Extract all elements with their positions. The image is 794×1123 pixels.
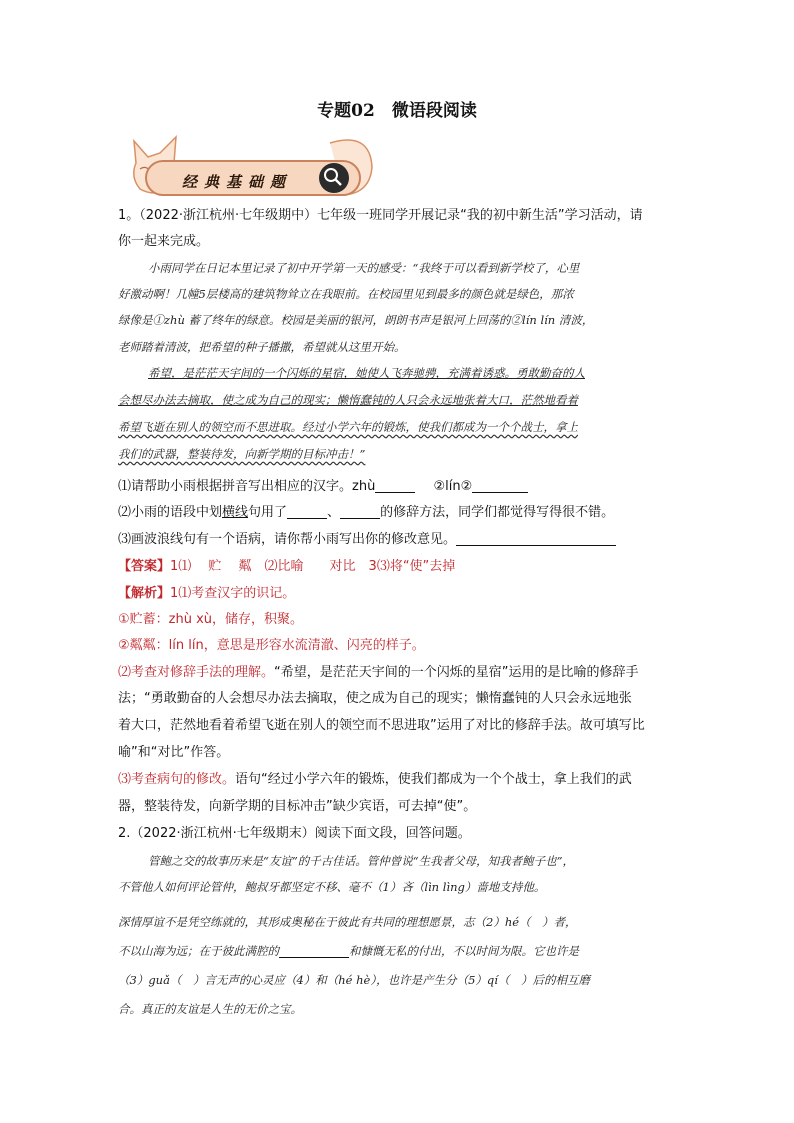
answer-text: 1⑴ 贮 粼 ⑵比喻 对比 3⑶将“使”去掉 xyxy=(170,559,456,574)
analysis-line: ②粼粼：lín lín，意思是形容水流清澈、闪亮的样子。 xyxy=(118,638,425,653)
q2-passage-line: （3）guǎ（ ）言无声的心灵应（4）和（hé hè），也许是产生分（5）qí（ ）后的相互磨 xyxy=(118,973,590,987)
q1-wavy-line xyxy=(118,417,678,437)
analysis-line: 喻”和“对比”作答。 xyxy=(118,745,230,760)
wavy-sentence: 希望飞逝在别人的领空而不思进取。经过小学六年的锻炼，使我们都成为一个个战士，拿上 xyxy=(118,420,578,434)
q1-passage-line: 好激动啊！几幢5层楼高的建筑物耸立在我眼前。在校园里见到最多的颜色就是绿色，那浓 xyxy=(118,287,574,301)
answer-line xyxy=(118,557,678,577)
analysis-line: 法；“勇敢勤奋的人会想尽办法去摘取，使之成为自己的现实；懒惰蠢钝的人只会永远地张 xyxy=(118,691,632,706)
analysis-line: ⑶考查病句的修改。语句“经过小学六年的锻炼，使我们都成为一个个战士，拿上我们的武 xyxy=(118,772,632,787)
analysis-line: 器，整装待发，向新学期的目标冲击”缺少宾语，可去掉“使”。 xyxy=(118,799,477,814)
q1-underlined-line xyxy=(118,390,678,410)
answer-blank[interactable] xyxy=(375,478,415,493)
answer-blank[interactable] xyxy=(279,943,349,958)
answer-blank[interactable] xyxy=(472,478,528,493)
q1-passage-line: 绿像是①zhù 蓄了终年的绿意。校园是美丽的银河，朗朗书声是银河上回荡的②lín lín 清波， xyxy=(118,313,594,327)
answer-label: 【答案】 xyxy=(118,559,171,574)
q2-passage-line: 不以山海为远；在于彼此满腔的 和慷慨无私的付出，不以时间为限。它也许是 xyxy=(118,944,579,958)
analysis-label: 【解析】 xyxy=(118,586,171,601)
underlined-sentence: 希望，是茫茫天宇间的一个闪烁的星宿，她使人飞奔驰骋，充满着诱惑。勇敢勤奋的人 xyxy=(148,366,585,380)
q1-sub1: ⑴请帮助小雨根据拼音写出相应的汉字。zhù ②lín② xyxy=(118,477,678,497)
q1-sub2: ⑵小雨的语段中划横线句用了 、 的修辞方法，同学们都觉得写得很不错。 xyxy=(118,505,615,520)
q1-passage-line: 小雨同学在日记本里记录了初中开学第一天的感受：“我终于可以看到新学校了，心里 xyxy=(148,261,580,275)
q1-stem-line: 1。（2022·浙江杭州·七年级期中）七年级一班同学开展记录“我的初中新生活”学习活动，请 xyxy=(118,208,643,223)
q2-passage-line: 管鲍之交的故事历来是“友谊”的千古佳话。管仲曾说“生我者父母，知我者鲍子也”， xyxy=(148,854,575,868)
analysis-line: 【解析】1⑴考查汉字的识记。 xyxy=(118,586,296,601)
q1-wavy-line xyxy=(118,444,678,464)
q1-passage-line: 老师踏着清波，把希望的种子播撒，希望就从这里开始。 xyxy=(118,340,406,354)
q2-passage-line: 深情厚谊不是凭空练就的，其形成奥秘在于彼此有共同的理想愿景，志（2）hé（ ）者， xyxy=(118,915,577,929)
answer-blank[interactable] xyxy=(287,504,327,519)
fox-banner-graphic xyxy=(130,133,374,205)
banner-label: 经典基础题 xyxy=(182,173,293,191)
wavy-sentence: 我们的武器，整装待发，向新学期的目标冲击！” xyxy=(118,447,366,461)
q1-stem-line: 你一起来完成。 xyxy=(118,234,210,249)
section-banner xyxy=(130,133,374,205)
analysis-line: ①贮蓄：zhù xù，储存，积聚。 xyxy=(118,612,304,627)
q1-underlined-line xyxy=(148,363,708,383)
q1-sub3: ⑶画波浪线句有一个语病，请你帮小雨写出你的修改意见。 xyxy=(118,530,678,550)
analysis-line: ⑵考查对修辞手法的理解。“希望，是茫茫天宇间的一个闪烁的星宿”运用的是比喻的修辞手 xyxy=(118,665,639,680)
q2-passage-line: 合。真正的友谊是人生的无价之宝。 xyxy=(118,1002,302,1016)
answer-blank[interactable] xyxy=(340,504,380,519)
page-title: 专题02 微语段阅读 xyxy=(317,101,477,121)
q2-stem: 2.（2022·浙江杭州·七年级期末）阅读下面文段，回答问题。 xyxy=(118,826,471,841)
analysis-line: 着大口，茫然地看着希望飞逝在别人的领空而不思进取”运用了对比的修辞手法。故可填写比 xyxy=(118,718,645,733)
answer-blank[interactable] xyxy=(456,531,616,546)
q2-passage-line: 不管他人如何评论管仲，鲍叔牙都坚定不移、毫不（1）吝（lìn lìng）啬地支持他。 xyxy=(118,880,546,894)
underlined-sentence: 会想尽办法去摘取，使之成为自己的现实；懒惰蠢钝的人只会永远地张着大口，茫然地看着 xyxy=(118,393,578,407)
